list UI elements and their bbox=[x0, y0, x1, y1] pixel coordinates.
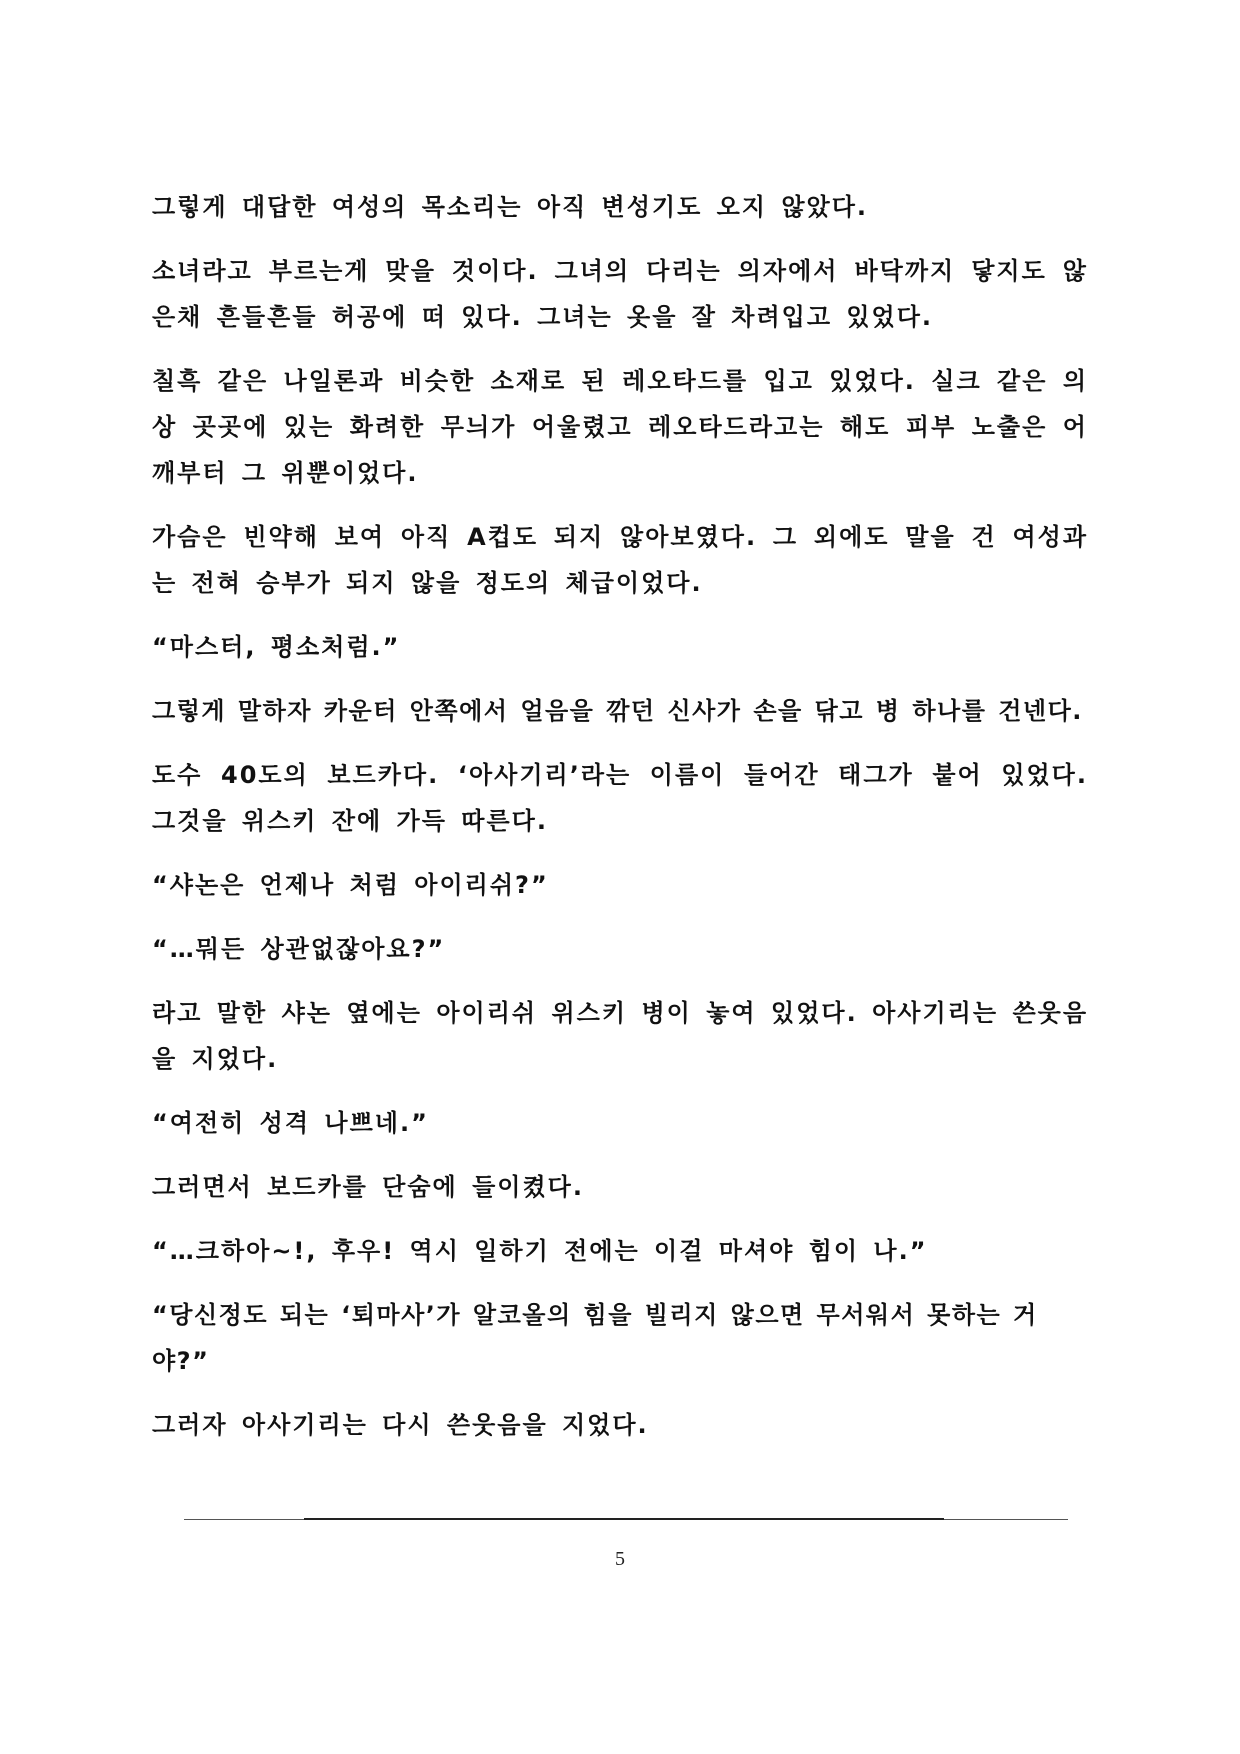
paragraph-11: “여전히 성격 나쁘네.” bbox=[152, 1109, 429, 1137]
paragraph-3: 칠흑 같은 나일론과 비슷한 소재로 된 레오타드를 입고 있었다. 실크 같은 의상 곳곳에 있는 화려한 무늬가 어울렸고 레오타드라고는 해도 피부 노출은 어깨부터 그 위뿐이었다. bbox=[152, 367, 1088, 487]
body-text bbox=[152, 184, 1088, 1466]
paragraph-2: 소녀라고 부르는게 맞을 것이다. 그녀의 다리는 의자에서 바닥까지 닿지도 않은채 흔들흔들 허공에 떠 있다. 그녀는 옷을 잘 차려입고 있었다. bbox=[152, 257, 1088, 331]
paragraph-15: 그러자 아사기리는 다시 쓴웃음을 지었다. bbox=[152, 1411, 649, 1439]
paragraph-6: 그렇게 말하자 카운터 안쪽에서 얼음을 깎던 신사가 손을 닦고 병 하나를 건넨다. bbox=[152, 697, 1083, 725]
paragraph-10: 라고 말한 샤논 옆에는 아이리쉬 위스키 병이 놓여 있었다. 아사기리는 쓴웃음을 지었다. bbox=[152, 999, 1088, 1073]
paragraph-13: “…크하아~!, 후우! 역시 일하기 전에는 이걸 마셔야 힘이 나.” bbox=[152, 1237, 928, 1265]
footer-divider-accent bbox=[304, 1518, 944, 1520]
paragraph-5: “마스터, 평소처럼.” bbox=[152, 633, 401, 661]
paragraph-14: “당신정도 되는 ‘퇴마사’가 알코올의 힘을 빌리지 않으면 무서워서 못하는 거야?” bbox=[152, 1301, 1038, 1375]
paragraph-1: 그렇게 대답한 여성의 목소리는 아직 변성기도 오지 않았다. bbox=[152, 193, 869, 221]
paragraph-12: 그러면서 보드카를 단숨에 들이켰다. bbox=[152, 1173, 584, 1201]
paragraph-8: “샤논은 언제나 처럼 아이리쉬?” bbox=[152, 871, 549, 899]
page-number: 5 bbox=[615, 1548, 625, 1570]
paragraph-4: 가슴은 빈약해 보여 아직 A컵도 되지 않아보였다. 그 외에도 말을 건 여성과는 전혀 승부가 되지 않을 정도의 체급이었다. bbox=[152, 523, 1088, 597]
paragraph-9: “…뭐든 상관없잖아요?” bbox=[152, 935, 446, 963]
paragraph-7: 도수 40도의 보드카다. ‘아사기리’라는 이름이 들어간 태그가 붙어 있었다. 그것을 위스키 잔에 가득 따른다. bbox=[152, 761, 1088, 835]
